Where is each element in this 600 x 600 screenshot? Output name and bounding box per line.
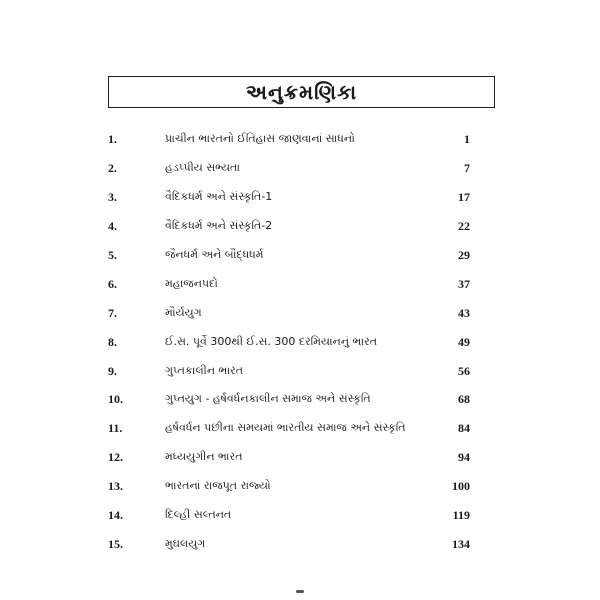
toc-chapter-title: ગુપ્તયુગ - હર્ષવર્ધનકાલીન સમાજ અને સંસ્કૃતિ xyxy=(165,392,371,405)
toc-number: 4. xyxy=(108,218,117,233)
toc-row xyxy=(0,245,600,265)
toc-page-number: 29 xyxy=(458,247,470,262)
toc-chapter-title: ગુપ્તકાલીન ભારત xyxy=(165,364,243,377)
toc-chapter-title: મુઘલયુગ xyxy=(165,537,206,550)
toc-row xyxy=(0,274,600,294)
toc-number: 10. xyxy=(108,391,123,406)
toc-row xyxy=(0,303,600,323)
toc-chapter-title: હડપ્પીય સભ્યતા xyxy=(165,161,240,174)
toc-number: 6. xyxy=(108,276,117,291)
toc-number: 1. xyxy=(108,131,117,146)
toc-number: 12. xyxy=(108,449,123,464)
toc-number: 5. xyxy=(108,247,117,262)
toc-row xyxy=(0,216,600,236)
toc-chapter-title: મૌર્યયુગ xyxy=(165,306,202,319)
toc-number: 2. xyxy=(108,160,117,175)
toc-page-number: 37 xyxy=(458,276,470,291)
toc-row xyxy=(0,361,600,381)
toc-number: 8. xyxy=(108,334,117,349)
page-footer-mark xyxy=(296,590,304,593)
toc-chapter-title: મધ્યયુગીન ભારત xyxy=(165,450,243,463)
toc-page-number: 1 xyxy=(464,131,470,146)
toc-row xyxy=(0,534,600,554)
toc-row xyxy=(0,158,600,178)
toc-page-number: 134 xyxy=(452,536,470,551)
toc-page-number: 94 xyxy=(458,449,470,464)
toc-number: 3. xyxy=(108,189,117,204)
toc-row xyxy=(0,389,600,409)
toc-chapter-title: પ્રાચીન ભારતનો ઈતિહાસ જાણવાનાં સાધનો xyxy=(165,132,355,145)
toc-chapter-title: ભારતનાં રાજપૂત રાજ્યો xyxy=(165,479,271,492)
toc-page-number: 84 xyxy=(458,420,470,435)
toc-page-number: 56 xyxy=(458,363,470,378)
toc-chapter-title: હર્ષવર્ધન પછીના સમયમાં ભારતીય સમાજ અને સંસ્કૃતિ xyxy=(165,421,406,434)
toc-row xyxy=(0,129,600,149)
toc-chapter-title: જૈનધર્મ અને બૌદ્ધધર્મ xyxy=(165,248,264,261)
toc-row xyxy=(0,447,600,467)
toc-row xyxy=(0,332,600,352)
toc-row xyxy=(0,187,600,207)
toc-chapter-title: વૈદિકધર્મ અને સંસ્કૃતિ-2 xyxy=(165,219,273,232)
toc-number: 11. xyxy=(108,420,123,435)
toc-row xyxy=(0,418,600,438)
toc-chapter-title: દિલ્હી સલ્તનત xyxy=(165,508,232,521)
toc-number: 9. xyxy=(108,363,117,378)
toc-number: 7. xyxy=(108,305,117,320)
toc-page-number: 100 xyxy=(452,478,470,493)
toc-number: 15. xyxy=(108,536,123,551)
toc-page-number: 43 xyxy=(458,305,470,320)
toc-page-number: 68 xyxy=(458,391,470,406)
toc-page-number: 49 xyxy=(458,334,470,349)
toc-chapter-title: ઈ.સ. પૂર્વે 300થી ઈ.સ. 300 દરમિયાનનું ભારત xyxy=(165,335,377,348)
toc-chapter-title: મહાજનપદો xyxy=(165,277,218,290)
toc-row xyxy=(0,476,600,496)
toc-page-number: 119 xyxy=(452,507,470,522)
toc-chapter-title: વૈદિકધર્મ અને સંસ્કૃતિ-1 xyxy=(165,190,273,203)
toc-page-number: 22 xyxy=(458,218,470,233)
toc-number: 14. xyxy=(108,507,123,522)
toc-number: 13. xyxy=(108,478,123,493)
toc-row xyxy=(0,505,600,525)
page-title: અનુક્રમણિકા xyxy=(245,80,358,104)
toc-page-number: 7 xyxy=(464,160,470,175)
toc-page-number: 17 xyxy=(458,189,470,204)
